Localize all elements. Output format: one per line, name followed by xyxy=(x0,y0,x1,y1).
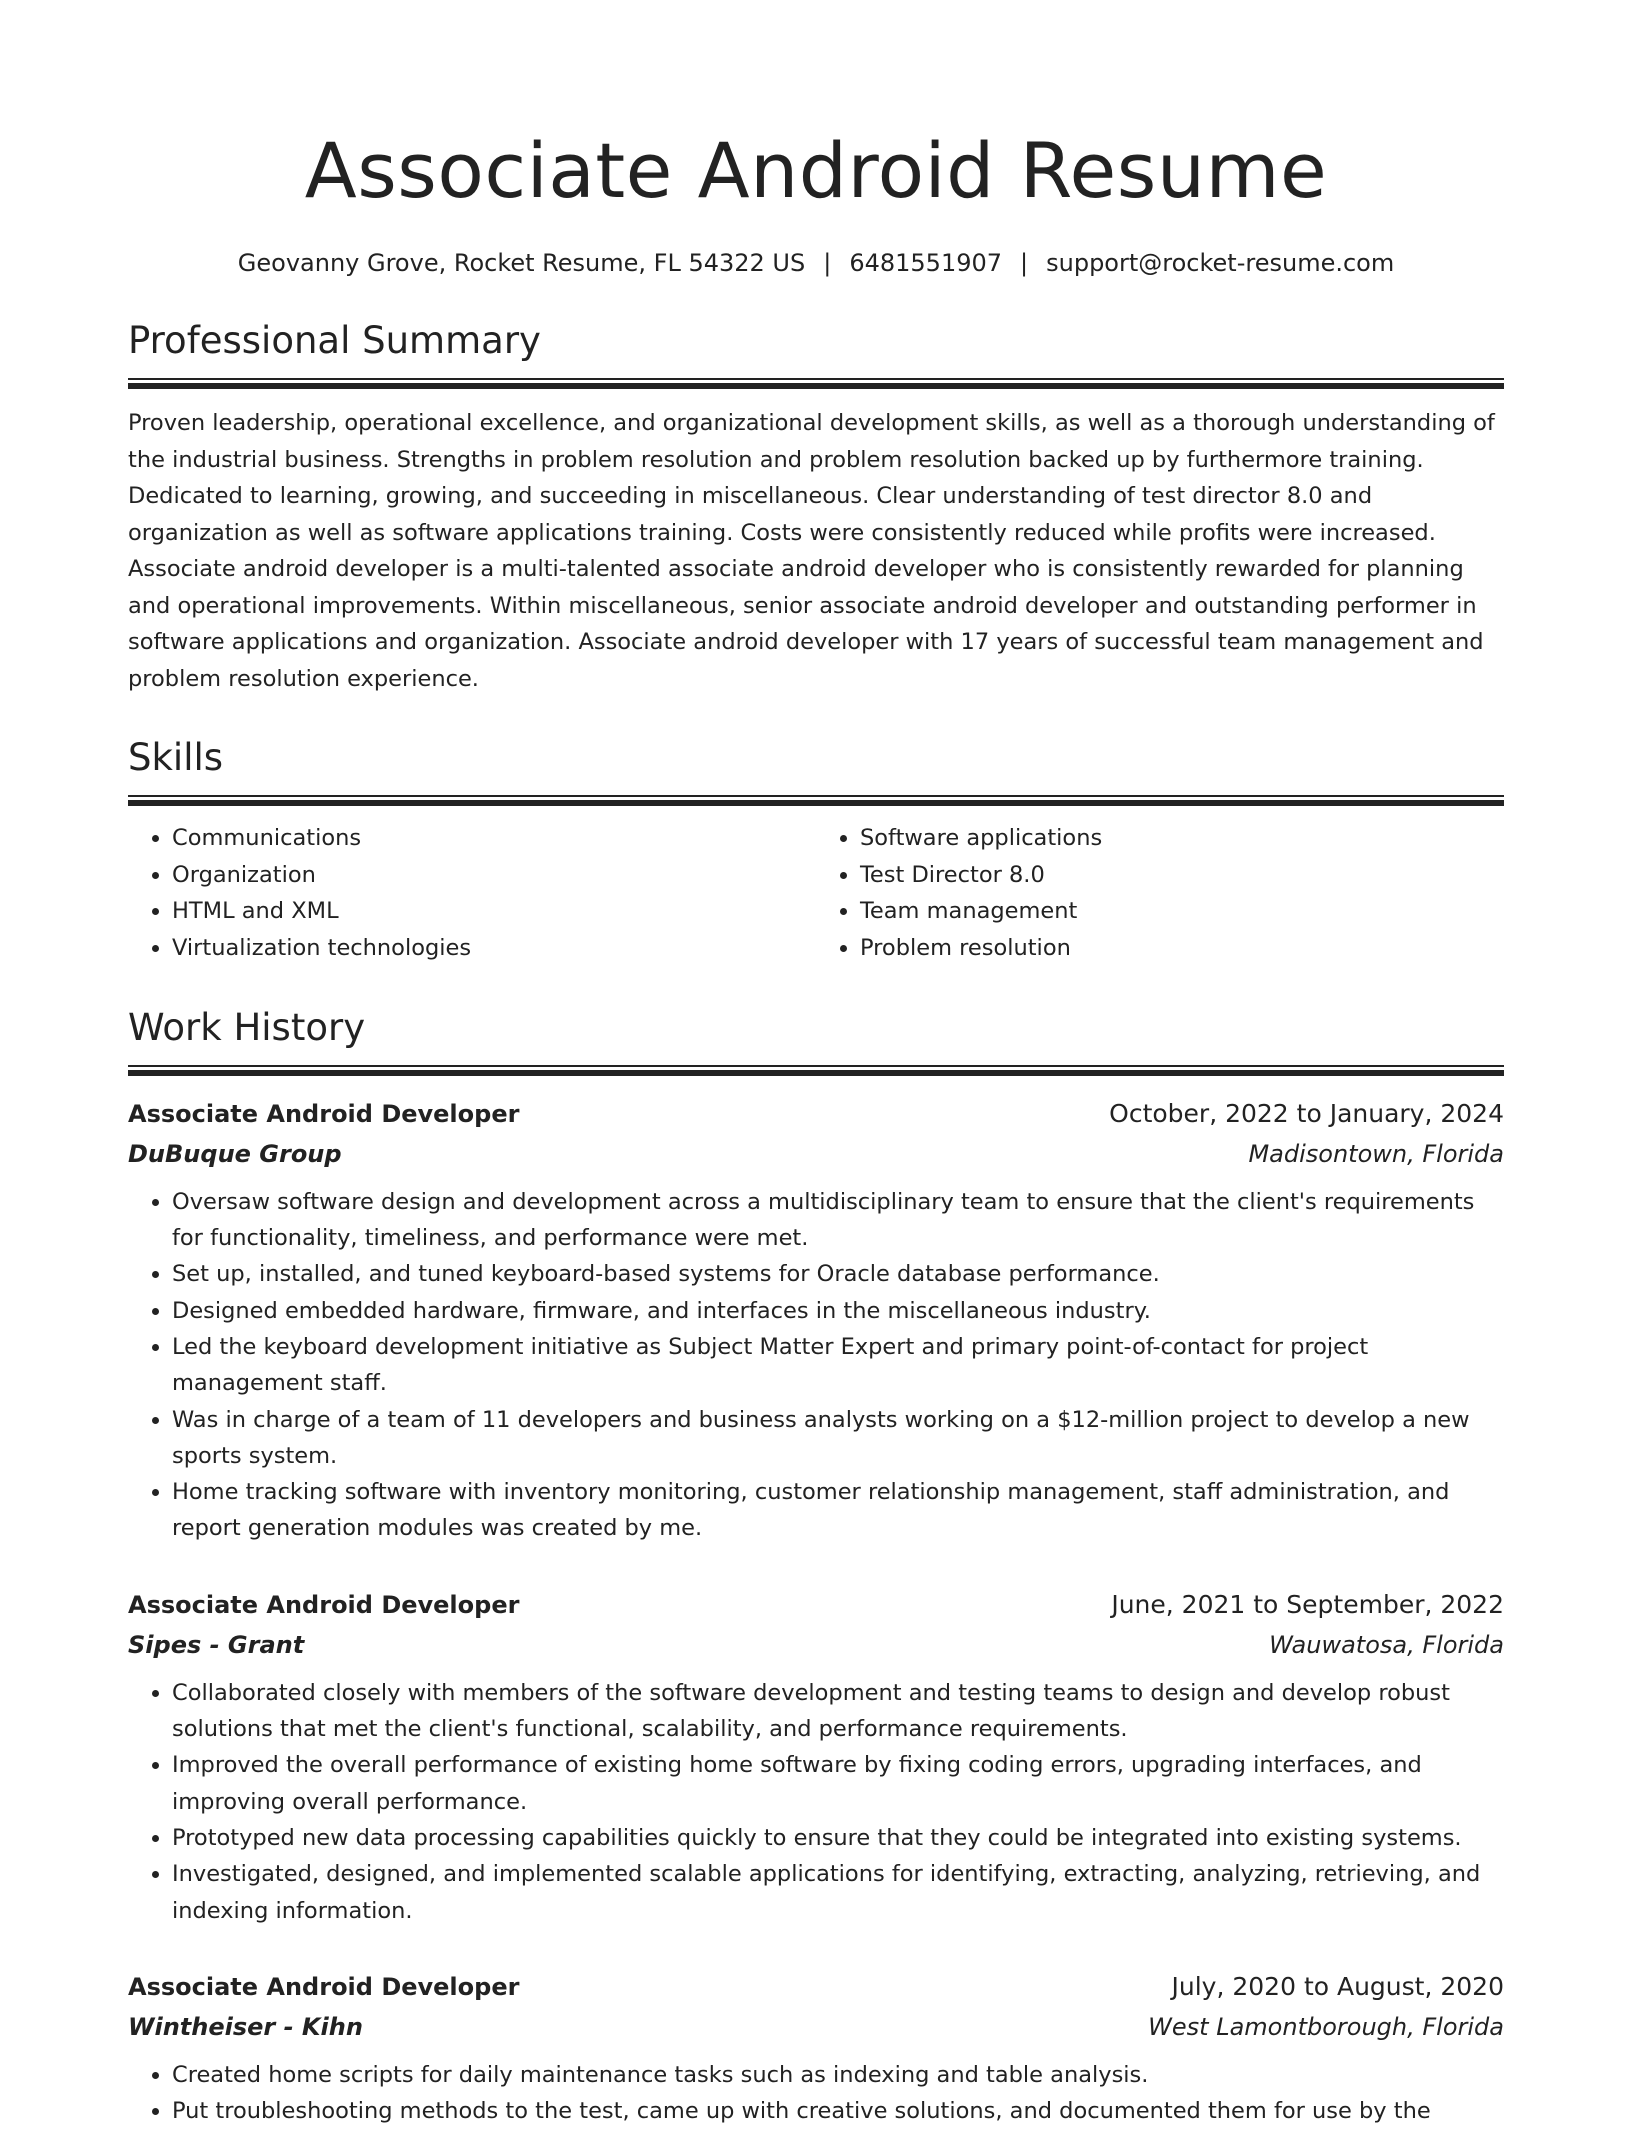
job-bullet: • Home tracking software with inventory monitoring, customer relationship management, staff administration, and report generation modules was created by me. xyxy=(172,1474,1504,1547)
skill-item: • Communications xyxy=(172,820,816,857)
skills-columns xyxy=(128,820,1504,967)
contact-address: Geovanny Grove, Rocket Resume, FL 54322 US xyxy=(237,249,806,277)
skill-item: • Test Director 8.0 xyxy=(860,857,1504,894)
job-dates: October, 2022 to January, 2024 xyxy=(1109,1098,1504,1128)
job-bullets xyxy=(128,1675,1504,1929)
job-dates: June, 2021 to September, 2022 xyxy=(1111,1589,1504,1619)
skills-heading: Skills xyxy=(128,736,224,779)
job-title: Associate Android Developer xyxy=(128,1590,520,1619)
summary-text: Proven leadership, operational excellence, and organizational development skills, as well as a thorough understanding of the industrial business. Strengths in problem resolution and problem resolution backed up by furthermore training. Dedicated to learning, growing, and succeeding in miscellaneous. Clear understanding of test director 8.0 and organization as well as software applications training. Costs were consistently reduced while profits were increased. Associate android developer is a multi-talented associate android developer who is consistently rewarded for planning and operational improvements. Within miscellaneous, senior associate android developer and outstanding performer in software applications and organization. Associate android developer with 17 years of successful team management and problem resolution experience. xyxy=(128,410,1495,692)
contact-phone: 6481551907 xyxy=(849,249,1003,277)
job-bullet: • Oversaw software design and development across a multidisciplinary team to ensure that the client's requirements for functionality, timeliness, and performance were met. xyxy=(172,1184,1504,1257)
work-heading: Work History xyxy=(128,1005,366,1049)
skills-list-left xyxy=(128,820,816,967)
job-bullet: • Prototyped new data processing capabilities quickly to ensure that they could be integrated into existing systems. xyxy=(172,1820,1504,1856)
page-title: Associate Android Resume xyxy=(304,126,1328,215)
job-entry xyxy=(128,1094,1504,1547)
contact-separator: | xyxy=(823,249,832,277)
job-bullet: • Created home scripts for daily maintenance tasks such as indexing and table analysis. xyxy=(172,2057,1504,2093)
job-entry xyxy=(128,1585,1504,1929)
skill-item: • Virtualization technologies xyxy=(172,930,816,967)
section-divider xyxy=(128,378,1504,389)
job-dates: July, 2020 to August, 2020 xyxy=(1171,1971,1504,2001)
job-company: DuBuque Group xyxy=(128,1139,342,1168)
job-entry xyxy=(128,1967,1504,2129)
summary-section xyxy=(128,318,1504,697)
contact-separator: | xyxy=(1020,249,1029,277)
job-company: Wintheiser - Kihn xyxy=(128,2012,363,2041)
skill-item: • Team management xyxy=(860,893,1504,930)
job-bullet: • Put troubleshooting methods to the test, came up with creative solutions, and documented them for use by the xyxy=(172,2093,1504,2129)
skill-item: • HTML and XML xyxy=(172,893,816,930)
section-divider xyxy=(128,1065,1504,1076)
job-bullet: • Collaborated closely with members of the software development and testing teams to design and develop robust solutions that met the client's functional, scalability, and performance requirements. xyxy=(172,1675,1504,1748)
skill-item: • Problem resolution xyxy=(860,930,1504,967)
job-bullet: • Led the keyboard development initiative as Subject Matter Expert and primary point-of-contact for project management staff. xyxy=(172,1329,1504,1402)
skills-section xyxy=(128,735,1504,967)
job-bullet: • Investigated, designed, and implemented scalable applications for identifying, extracting, analyzing, retrieving, and indexing information. xyxy=(172,1856,1504,1929)
skills-list-right xyxy=(816,820,1504,967)
job-bullet: • Set up, installed, and tuned keyboard-based systems for Oracle database performance. xyxy=(172,1256,1504,1292)
job-title: Associate Android Developer xyxy=(128,1972,520,2001)
contact-email: support@rocket-resume.com xyxy=(1046,249,1395,277)
skill-item: • Organization xyxy=(172,857,816,894)
job-location: Wauwatosa, Florida xyxy=(1269,1630,1504,1659)
job-bullets xyxy=(128,2057,1504,2129)
job-title: Associate Android Developer xyxy=(128,1099,520,1128)
job-location: West Lamontborough, Florida xyxy=(1148,2012,1504,2041)
skill-item: • Software applications xyxy=(860,820,1504,857)
job-bullet: • Improved the overall performance of existing home software by fixing coding errors, upgrading interfaces, and improving overall performance. xyxy=(172,1747,1504,1820)
contact-line xyxy=(128,246,1504,280)
job-location: Madisontown, Florida xyxy=(1248,1139,1504,1168)
job-bullet: • Was in charge of a team of 11 developers and business analysts working on a $12-million project to develop a new sports system. xyxy=(172,1402,1504,1475)
job-bullet: • Designed embedded hardware, firmware, and interfaces in the miscellaneous industry. xyxy=(172,1293,1504,1329)
job-company: Sipes - Grant xyxy=(128,1630,305,1659)
section-divider xyxy=(128,795,1504,806)
work-section xyxy=(128,1005,1504,2129)
job-bullets xyxy=(128,1184,1504,1547)
summary-heading: Professional Summary xyxy=(128,319,541,362)
